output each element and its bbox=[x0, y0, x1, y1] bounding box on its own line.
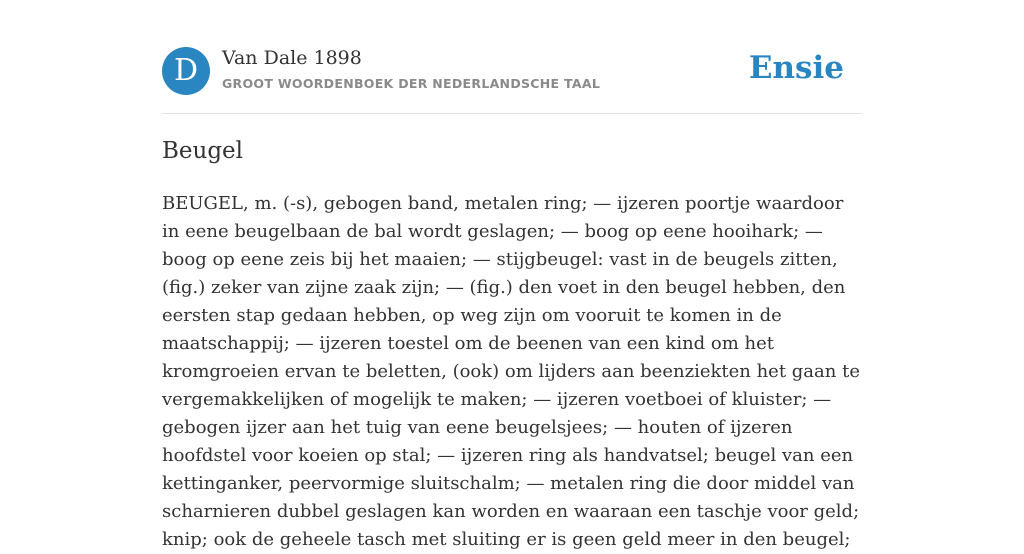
dictionary-subtitle: GROOT WOORDENBOEK DER NEDERLANDSCHE TAAL bbox=[222, 76, 601, 91]
entry-headword: Beugel bbox=[162, 138, 244, 164]
dictionary-header bbox=[162, 46, 862, 96]
brand-logo[interactable]: Ensie bbox=[748, 50, 844, 86]
header-divider bbox=[162, 113, 862, 114]
dictionary-logo-badge[interactable]: D bbox=[162, 47, 210, 95]
dictionary-title[interactable]: Van Dale 1898 bbox=[222, 47, 362, 69]
entry-definition: BEUGEL, m. (-s), gebogen band, metalen ring; — ijzeren poortje waardoor in eene beugelbaan de bal wordt geslagen; — boog op eene hooihark; — boog op eene zeis bij het maaien; — stijgbeugel: vast in de beugels zitten, (fig.) zeker van zijne zaak zijn; — (fig.) den voet in den beugel hebben, den eersten stap gedaan hebben, op weg zijn om vooruit te komen in de maatschappij; — ijzeren toestel om de beenen van een kind om het kromgroeien ervan te beletten, (ook) om lijders aan beenziekten het gaan te vergemakkelijken of mogelijk te maken; — ijzeren voetboei of kluister; — gebogen ijzer aan het tuig van eene beugelsjees; — houten of ijzeren hoofdstel voor koeien op stal; — ijzeren ring als handvatsel; beugel van een kettinganker, peervormige sluitschalm; — metalen ring die door middel van scharnieren dubbel geslagen kan worden en waaraan een taschje voor geld; knip; ook de geheele tasch met sluiting er is geen geld meer in den beugel; bbox=[162, 193, 860, 550]
